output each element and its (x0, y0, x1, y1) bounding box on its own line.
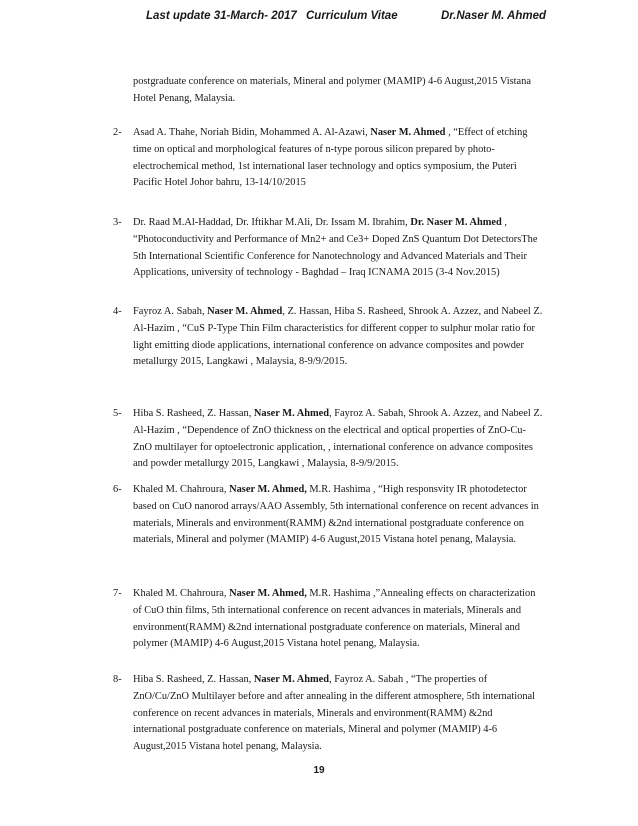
reference-details: , Z. Hassan, Hiba S. Rasheed, Shrook A. Azzez, and Nabeel Z. Al-Hazim , “CuS P-Type Thin Film characteristics for different copper to sulphur molar ratio for light emitting diode applications, international conference on advance composites and powder metallurgy 2015, Langkawi , Malaysia, 8-9/9/2015. (133, 306, 543, 368)
reference-details: M.R. Hashima ,”Annealing effects on characterization of CuO thin films, 5th international conference on recent advances in materials, Minerals and environment(RAMM) &2nd international postgraduate conference on materials, Mineral and polymer (MAMIP) 4-6 August,2015 Vistana hotel penang, Malaysia. (133, 588, 536, 650)
reference-text: postgraduate conference on materials, Mineral and polymer (MAMIP) 4-6 August,2015 Vistana Hotel Penang, Malaysia. (133, 76, 531, 104)
reference-details: , Fayroz A. Sabah , “The properties of ZnO/Cu/ZnO Multilayer before and after annealing in the different atmosphere, 5th international conference on recent advances in materials, Minerals and environment(RAMM) &2nd international postgraduate conference on materials, Mineral and polymer (MAMIP) 4-6 August,2015 Vistana hotel penang, Malaysia. (133, 674, 536, 753)
reference-details: , “Photoconductivity and Performance of Mn2+ and Ce3+ Doped ZnS Quantum Dot DetectorsThe 5th International Scientific Conference for Nanotechnology and Advanced Materials and Their Applications, university of technology - Baghdad – Iraq ICNAMA 2015 (3-4 Nov.2015) (133, 217, 538, 279)
reference-authors: Hiba S. Rasheed, Z. Hassan, (133, 674, 254, 685)
reference-number: 4- (113, 306, 122, 317)
reference-number: 7- (113, 588, 122, 599)
page-header (0, 10, 638, 26)
reference-number: 8- (113, 674, 122, 685)
highlighted-author: Naser M. Ahmed, (229, 484, 307, 495)
reference-text (133, 304, 543, 371)
reference-number: 3- (113, 217, 122, 228)
reference-text (133, 125, 543, 192)
reference-text (133, 215, 543, 282)
reference-number: 2- (113, 127, 122, 138)
author-name: Dr.Naser M. Ahmed (441, 10, 547, 22)
reference-text (133, 406, 543, 473)
reference-text (133, 586, 543, 653)
reference-details: , Fayroz A. Sabah, Shrook A. Azzez, and Nabeel Z. Al-Hazim , “Dependence of ZnO thickness on the electrical and optical properties of ZnO-Cu-ZnO multilayer for optoelectronic application, , international conference on advance composites and powder metallurgy 2015, Langkawi , Malaysia, 8-9/9/2015. (133, 408, 543, 470)
last-update-label: Last update 31-March- 2017 (146, 10, 297, 22)
highlighted-author: Naser M. Ahmed (253, 408, 330, 419)
reference-number: 6- (113, 484, 122, 495)
highlighted-author: Dr. Naser M. Ahmed (410, 217, 502, 228)
reference-authors: Khaled M. Chahroura, (133, 588, 230, 599)
highlighted-author: Naser M. Ahmed (207, 306, 283, 317)
highlighted-author: Naser M. Ahmed, (229, 588, 307, 599)
reference-authors: Fayroz A. Sabah, (133, 306, 208, 317)
reference-number: 5- (113, 408, 122, 419)
page-number: 19 (313, 765, 325, 776)
reference-authors: Dr. Raad M.Al-Haddad, Dr. Iftikhar M.Ali, Dr. Issam M. Ibrahim, (133, 217, 411, 228)
reference-authors: Asad A. Thahe, Noriah Bidin, Mohammed A. Al-Azawi, (133, 127, 371, 138)
highlighted-author: Naser M. Ahmed (370, 127, 446, 138)
reference-details: , “Effect of etching time on optical and morphological features of n-type porous silicon prepared by photo-electrochemical method, 1st international laser technology and optics symposium, the Puteri Pacific Hotel Johor bahru, 13-14/10/2015 (133, 127, 528, 189)
reference-details: M.R. Hashima , “High responsvity IR photodetector based on CuO nanorod arrays/AAO Assembly, 5th international conference on recent advances in materials, Minerals and environment(RAMM) &2nd international postgraduate conference on materials, Mineral and polymer (MAMIP) 4-6 August,2015 Vistana hotel penang, Malaysia. (133, 484, 539, 546)
reference-authors: Hiba S. Rasheed, Z. Hassan, (133, 408, 254, 419)
highlighted-author: Naser M. Ahmed (253, 674, 330, 685)
reference-authors: Khaled M. Chahroura, (133, 484, 230, 495)
reference-text (133, 482, 543, 549)
document-title: Curriculum Vitae (306, 10, 398, 22)
reference-text (133, 672, 543, 756)
